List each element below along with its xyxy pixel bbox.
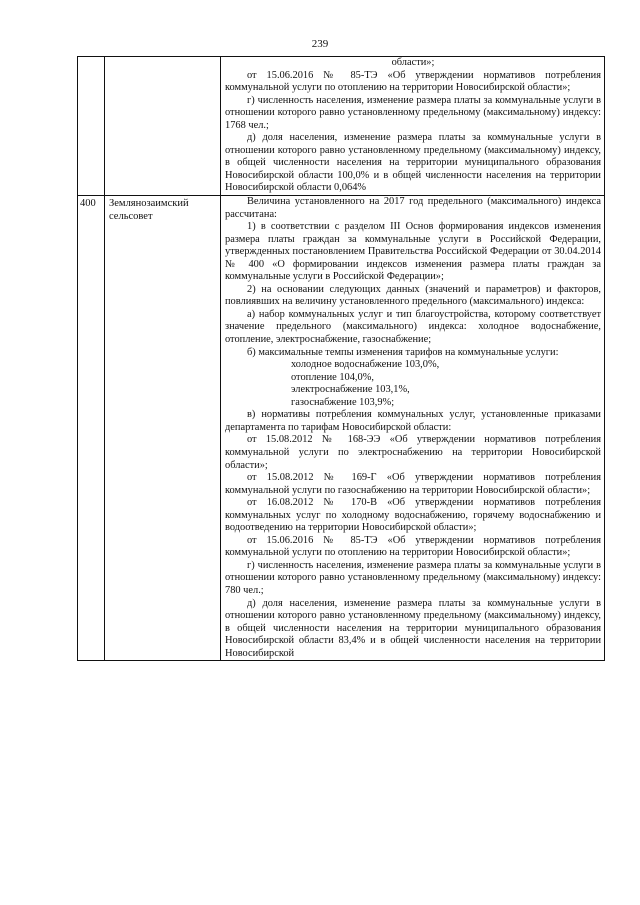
paragraph: а) набор коммунальных услуг и тип благоустройства, которому соответствует значение предельного (максимального) индекса: холодное водоснабжение, отопление, электроснабжение, газоснабжение; (225, 308, 601, 346)
page-number: 239 (311, 38, 329, 50)
paragraph: д) доля населения, изменение размера платы за коммунальные услуги в отношении которого равно установленному предельному (максимальному) индексу, в общей численности населения на территории муниципального образования Новосибирской области 100,0% и в общей численности населения на территории Новосибирской области 0,064% (225, 132, 601, 194)
paragraph: 1) в соответствии с разделом III Основ формирования индексов изменения размера платы граждан за коммунальные услуги в Российской Федерации, утвержденных постановлением Правительства Российской Федерации от 30.04.2014 № 400 «О формировании индексов изменения размера платы граждан за коммунальные услуги в Российской Федерации»; (225, 221, 601, 283)
paragraph: б) максимальные темпы изменения тарифов на коммунальные услуги: (247, 346, 559, 358)
regions-table (77, 56, 605, 661)
paragraph: от 15.08.2012 № 169-Г «Об утверждении нормативов потребления коммунальной услуги по газоснабжению на территории Новосибирской области»; (225, 472, 601, 496)
paragraph: области»; (391, 57, 435, 68)
paragraph: 2) на основании следующих данных (значений и параметров) и факторов, повлиявших на величину установленного предельного (максимального) индекса: (225, 283, 601, 308)
paragraph: от 15.08.2012 № 168-ЭЭ «Об утверждении нормативов потребления коммунальной услуги по электроснабжению на территории Новосибирской области»; (225, 434, 601, 471)
table-row (78, 57, 605, 196)
tariff-item: отопление 104,0%, (291, 371, 374, 383)
paragraph: от 15.06.2016 № 85-ТЭ «Об утверждении нормативов потребления коммунальной услуги по отоплению на территории Новосибирской области»; (225, 69, 601, 94)
paragraph: г) численность населения, изменение размера платы за коммунальные услуги в отношении которого равно установленному предельному (максимальному) индексу: 780 чел.; (225, 559, 601, 596)
row-content (221, 196, 605, 661)
paragraph: от 15.06.2016 № 85-ТЭ «Об утверждении нормативов потребления коммунальной услуги по отоплению на территории Новосибирской области»; (225, 534, 601, 559)
tariff-item: холодное водоснабжение 103,0%, (291, 359, 440, 371)
tariff-item: электроснабжение 103,1%, (291, 384, 410, 396)
paragraph: в) нормативы потребления коммунальных услуг, установленные приказами департамента по тарифам Новосибирской области: (225, 409, 601, 433)
tariff-item: газоснабжение 103,9%; (291, 396, 395, 408)
paragraph: д) доля населения, изменение размера платы за коммунальные услуги в отношении которого равно установленному предельному (максимальному) индексу, в общей численности населения на территории муниципального образования Новосибирской области 83,4% и в общей численности населения на территории Новосибирской (225, 597, 601, 659)
municipality-name (105, 57, 221, 196)
paragraph: Величина установленного на 2017 год предельного (максимального) индекса рассчитана: (225, 196, 601, 220)
row-number: 400 (78, 196, 105, 661)
paragraph: от 16.08.2012 № 170-В «Об утверждении нормативов потребления коммунальных услуг по холодному водоснабжению, горячему водоснабжению и водоотведению на территории Новосибирской области»; (225, 497, 601, 534)
paragraph: г) численность населения, изменение размера платы за коммунальные услуги в отношении которого равно установленному предельному (максимальному) индексу: 1768 чел.; (225, 94, 601, 131)
row-content (221, 57, 605, 196)
municipality-name: Землянозаимский сельсовет (105, 196, 221, 661)
row-number (78, 57, 105, 196)
tariff-list (225, 359, 601, 409)
table-row (78, 196, 605, 661)
